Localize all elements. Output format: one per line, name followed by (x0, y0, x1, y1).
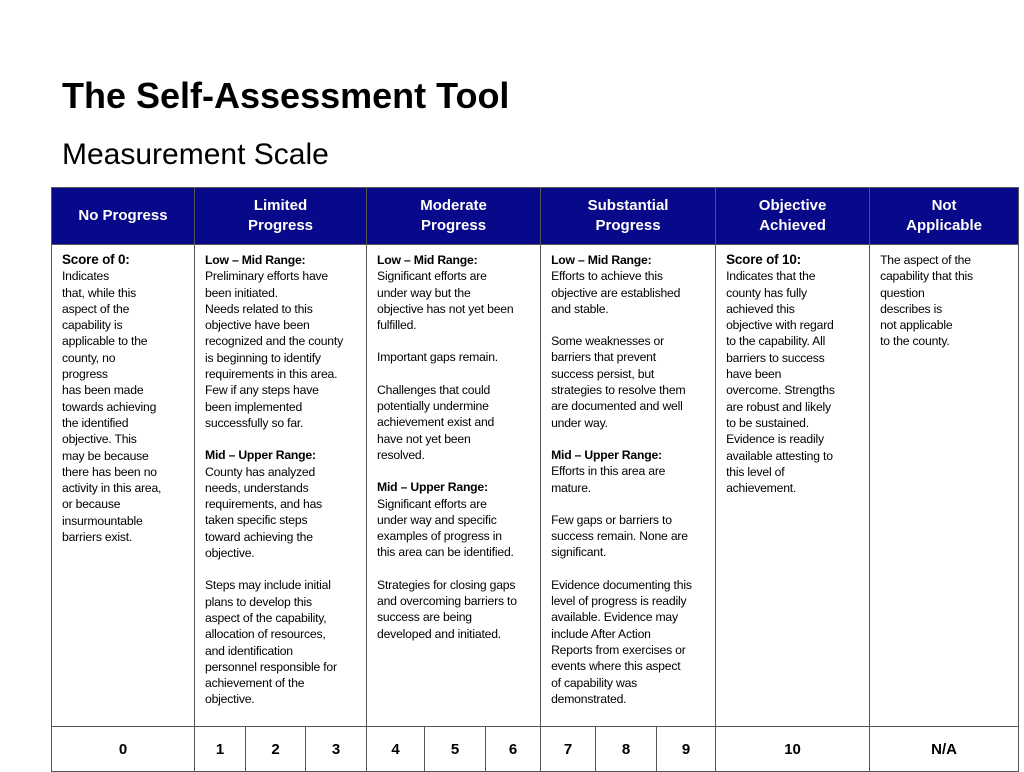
score-cell-na: N/A (870, 727, 1019, 772)
measurement-scale-table (51, 187, 1019, 772)
desc-substantial-progress (541, 245, 716, 727)
score-cell-7: 7 (541, 727, 596, 772)
block-label: Mid – Upper Range: (551, 447, 662, 462)
desc-limited-progress (195, 245, 367, 727)
block-label: Low – Mid Range: (205, 253, 306, 267)
block-text: Strategies for closing gaps and overcoming barriers to success are being developed and initiated. (377, 577, 517, 641)
description-row (52, 245, 1019, 727)
block-label: Score of 10: (726, 252, 801, 267)
score-cell-1: 1 (195, 727, 246, 772)
block-text: Indicates that, while this aspect of the capability is applicable to the county, no progress has been made towards achieving the identified objective. This may be because there has been no activity in this area, or because insurmountable barriers exist. (62, 269, 162, 545)
desc-not-applicable (870, 245, 1019, 727)
block-text: Significant efforts are under way and specific examples of progress in this area can be identified. (377, 496, 514, 560)
page-title: The Self-Assessment Tool (62, 75, 510, 116)
block-text: Efforts in this area are mature. (551, 464, 666, 495)
block-label: Score of 0: (62, 252, 130, 267)
score-cell-3: 3 (306, 727, 367, 772)
desc-moderate-progress (367, 245, 541, 727)
header-limited-progress: Limited Progress (195, 188, 367, 245)
block-label: Mid – Upper Range: (377, 480, 488, 495)
block-text: Significant efforts are under way but the objective has not yet been fulfilled. (377, 269, 514, 333)
block-text: The aspect of the capability that this question describes is not applicable to the county. (880, 253, 973, 349)
block-text: Important gaps remain. (377, 350, 498, 365)
page-subtitle: Measurement Scale (62, 138, 329, 171)
block-text: Steps may include initial plans to develop this aspect of the capability, allocation of resources, and identification personnel responsible for achievement of the objective. (205, 578, 337, 707)
score-cell-6: 6 (486, 727, 541, 772)
score-cell-2: 2 (246, 727, 306, 772)
score-cell-9: 9 (657, 727, 716, 772)
score-row (52, 727, 1019, 772)
score-cell-4: 4 (367, 727, 425, 772)
block-text: Preliminary efforts have been initiated. Needs related to this objective have been recognized and the county is beginning to identify requirements in this area. Few if any steps have been implemented successfully so far. (205, 269, 343, 430)
desc-no-progress (52, 245, 195, 727)
score-cell-0: 0 (52, 727, 195, 772)
block-text: Evidence documenting this level of progress is readily available. Evidence may include After Action Reports from exercises or events where this aspect of capability was demonstrated. (551, 577, 692, 706)
header-row (52, 188, 1019, 245)
block-text: Few gaps or barriers to success remain. None are significant. (551, 512, 688, 560)
block-text: County has analyzed needs, understands requirements, and has taken specific steps toward achieving the objective. (205, 464, 323, 561)
header-no-progress: No Progress (52, 188, 195, 245)
block-label: Low – Mid Range: (551, 253, 652, 267)
score-cell-8: 8 (596, 727, 657, 772)
block-label: Mid – Upper Range: (205, 448, 316, 463)
block-text: Indicates that the county has fully achieved this objective with regard to the capability. All barriers to success have been overcome. Strengths are robust and likely to be sustained. Evidence is readily available attesting to this level of achievement. (726, 269, 835, 496)
block-text: Efforts to achieve this objective are established and stable. (551, 269, 681, 316)
header-not-applicable: Not Applicable (870, 188, 1019, 245)
score-cell-10: 10 (716, 727, 870, 772)
header-substantial-progress: Substantial Progress (541, 188, 716, 245)
block-text: Challenges that could potentially undermine achievement exist and have not yet been resolved. (377, 382, 495, 462)
score-cell-5: 5 (425, 727, 486, 772)
desc-objective-achieved (716, 245, 870, 727)
block-label: Low – Mid Range: (377, 253, 478, 267)
header-moderate-progress: Moderate Progress (367, 188, 541, 245)
header-objective-achieved: Objective Achieved (716, 188, 870, 245)
block-text: Some weaknesses or barriers that prevent success persist, but strategies to resolve them are documented and well under way. (551, 334, 686, 430)
